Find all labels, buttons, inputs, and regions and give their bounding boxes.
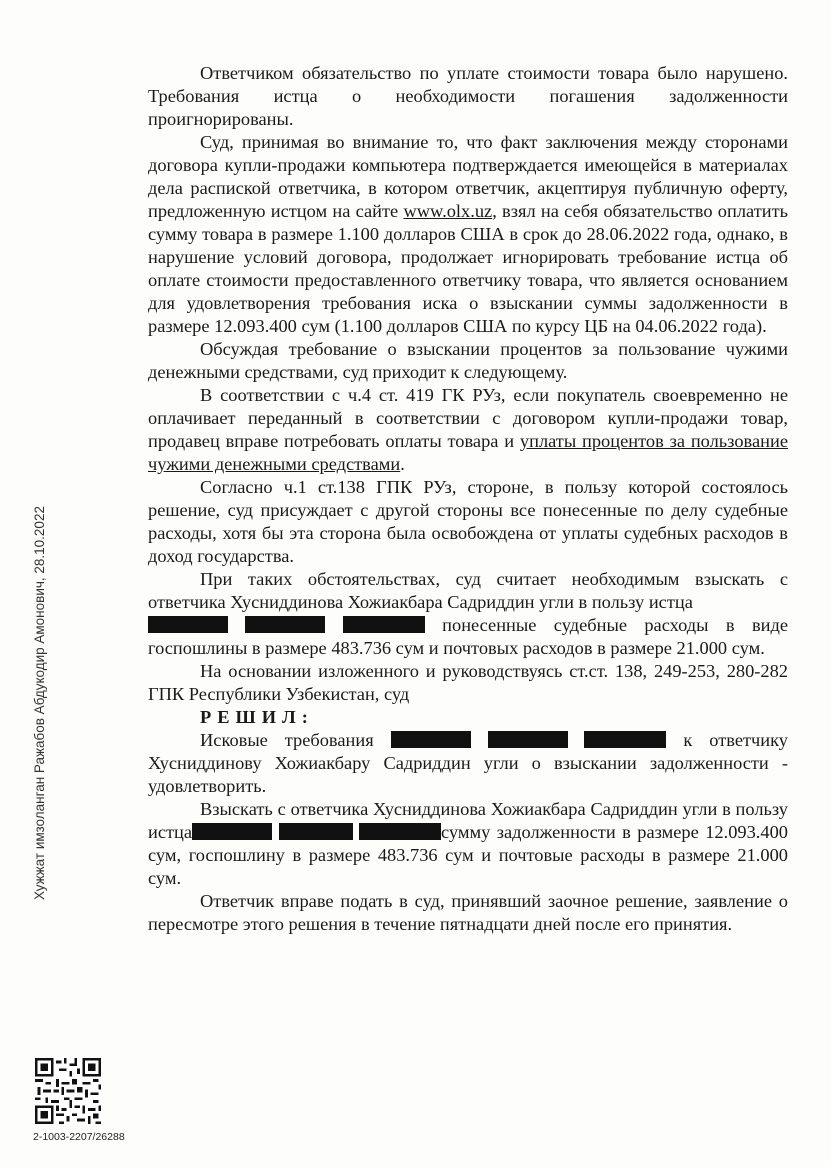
redaction-block bbox=[245, 616, 325, 633]
document-body bbox=[148, 62, 788, 936]
olx-link[interactable]: www.olx.uz bbox=[403, 201, 493, 221]
verdict-heading: РЕШИЛ: bbox=[200, 707, 314, 727]
paragraph-2 bbox=[148, 131, 788, 338]
paragraph-8-start: Исковые требования bbox=[200, 730, 391, 750]
redaction-block bbox=[148, 616, 228, 633]
paragraph-8-end: к ответчику Хусниддинову Хожиакбару Садриддин угли о взыскании задолженности - удовлетворить. bbox=[148, 730, 788, 796]
paragraph-6-start: При таких обстоятельствах, суд считает необходимым взыскать с ответчика Хусниддинова Хожиакбара Садриддин угли в пользу истца bbox=[148, 569, 788, 612]
paragraph-6-end: понесенные судебные расходы в виде госпошлины в размере 483.736 сум и почтовых расходов в размере 21.000 сум. bbox=[148, 615, 788, 658]
paragraph-3: Обсуждая требование о взыскании процентов за пользование чужими денежными средствами, суд приходит к следующему. bbox=[148, 339, 788, 382]
qr-code bbox=[35, 1058, 101, 1124]
paragraph-4-end: . bbox=[400, 454, 405, 474]
paragraph-9-start: Взыскать с ответчика Хусниддинова Хожиакбара Садриддин угли в пользу истца bbox=[148, 799, 788, 842]
paragraph-8 bbox=[148, 729, 788, 798]
paragraph-2-start: Суд, принимая во внимание то, что факт заключения между сторонами договора купли-продажи компьютера подтверждается имеющейся в материалах дела распиской ответчика, в котором ответчик, акцептируя публичную оферту, предложенную истцом на сайте bbox=[148, 132, 788, 221]
paragraph-9-end: сумму задолженности в размере 12.093.400 сум, госпошлину в размере 483.736 сум и почтовые расходы в размере 21.000 сум. bbox=[148, 822, 788, 888]
redaction-block bbox=[359, 823, 441, 840]
redaction-block bbox=[279, 823, 353, 840]
redaction-block bbox=[343, 616, 425, 633]
underlined-phrase: уплаты процентов за пользование чужими денежными средствами bbox=[148, 431, 788, 474]
paragraph-4-start: В соответствии с ч.4 ст. 419 ГК РУз, если покупатель своевременно не оплачивает переданный в соответствии с договором купли-продажи товар, продавец вправе потребовать оплаты товара и bbox=[148, 385, 788, 451]
redaction-block bbox=[488, 731, 568, 748]
paragraph-6 bbox=[148, 568, 788, 660]
paragraph-7: На основании изложенного и руководствуясь ст.ст. 138, 249-253, 280-282 ГПК Республики Узбекистан, суд bbox=[148, 661, 788, 704]
redaction-block bbox=[584, 731, 666, 748]
paragraph-2-end: , взял на себя обязательство оплатить сумму товара в размере 1.100 долларов США в срок до 28.06.2022 года, однако, в нарушение условий договора, продолжает игнорировать требование истца об оплате стоимости предоставленного ответчику товара, что является основанием для удовлетворения требования иска о взыскании суммы задолженности в размере 12.093.400 сум (1.100 долларов США по курсу ЦБ на 04.06.2022 года). bbox=[148, 201, 789, 336]
paragraph-10: Ответчик вправе подать в суд, принявший заочное решение, заявление о пересмотре этого решения в течение пятнадцати дней после его принятия. bbox=[148, 891, 788, 934]
signature-side-note: Хужжат имзоланган Ражабов Абдукодир Амонович, 28.10.2022 bbox=[32, 506, 47, 900]
paragraph-4 bbox=[148, 384, 788, 476]
redaction-block bbox=[192, 823, 272, 840]
paragraph-5: Согласно ч.1 ст.138 ГПК РУз, стороне, в пользу которой состоялось решение, суд присуждает с другой стороны все понесенные по делу судебные расходы, хотя бы эта сторона была освобождена от уплаты судебных расходов в доход государства. bbox=[148, 477, 788, 566]
paragraph-9 bbox=[148, 798, 788, 890]
paragraph-1: Ответчиком обязательство по уплате стоимости товара было нарушено. Требования истца о необходимости погашения задолженности проигнорированы. bbox=[148, 63, 788, 129]
redaction-block bbox=[391, 731, 471, 748]
case-number: 2-1003-2207/26288 bbox=[33, 1131, 125, 1143]
